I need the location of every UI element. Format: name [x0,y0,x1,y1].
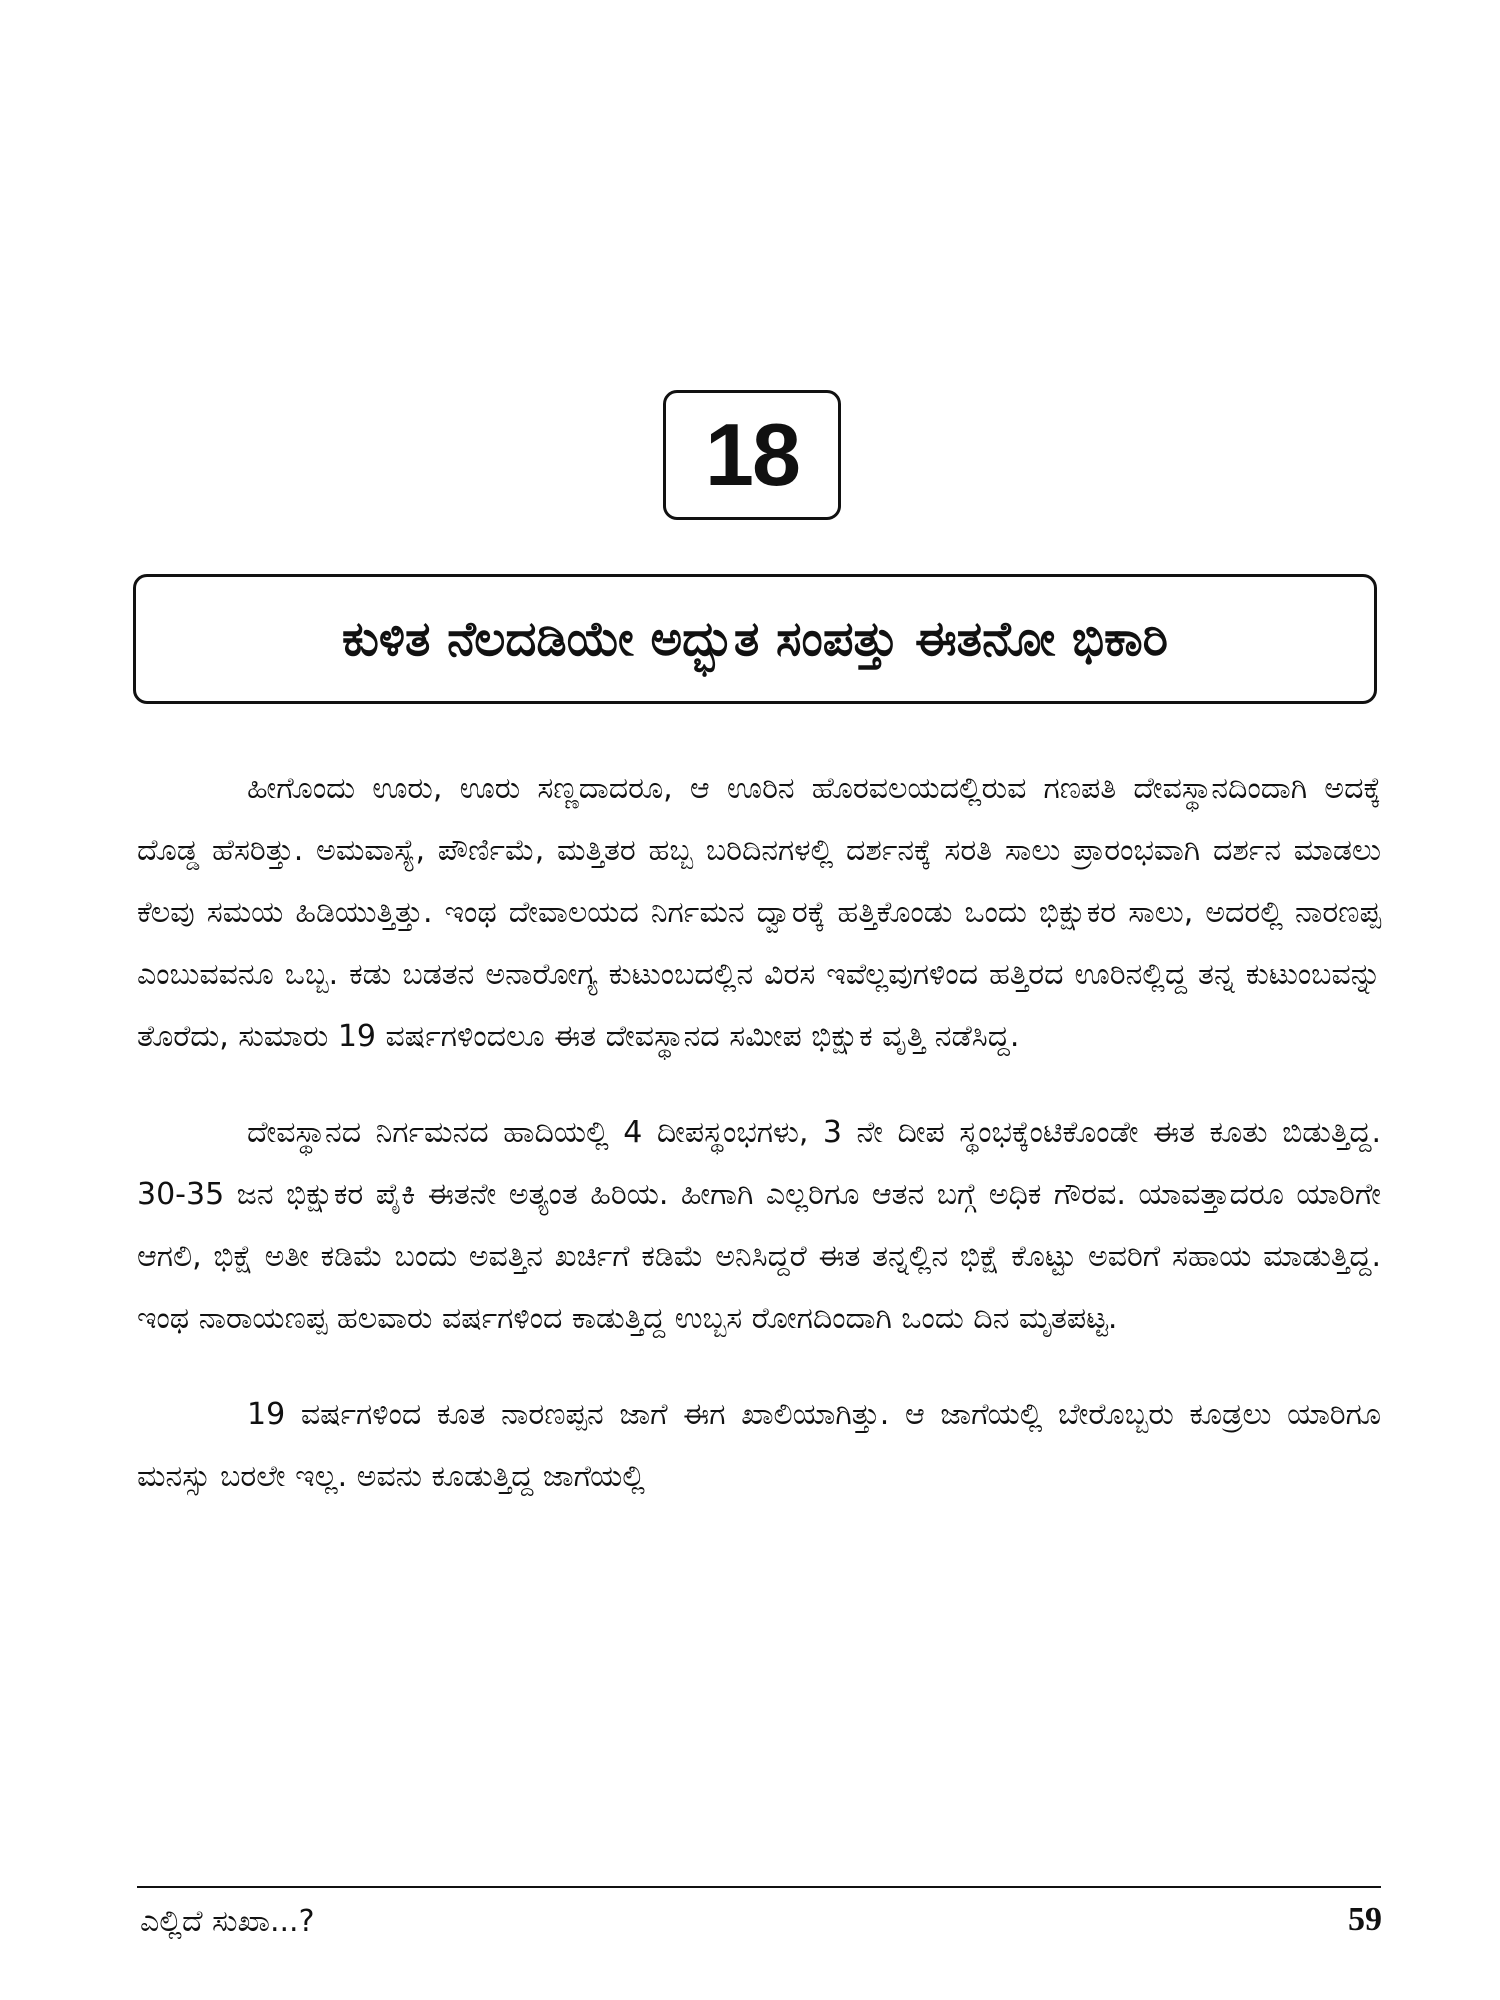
page-number: 59 [1348,1901,1382,1938]
footer-book-title: ಎಲ್ಲಿದೆ ಸುಖಾ...? [140,1904,315,1939]
paragraph-2: ದೇವಸ್ಥಾನದ ನಿರ್ಗಮನದ ಹಾದಿಯಲ್ಲಿ 4 ದೀಪಸ್ಥಂಭಗಳು, 3 ನೇ ದೀಪ ಸ್ಥಂಭಕ್ಕೆಂಟಿಕೊಂಡೇ ಈತ ಕೂತು ಬಿಡುತ್ತಿದ್ದ. 30-35 ಜನ ಭಿಕ್ಷುಕರ ಪೈಕಿ ಈತನೇ ಅತ್ಯಂತ ಹಿರಿಯ. ಹೀಗಾಗಿ ಎಲ್ಲರಿಗೂ ಆತನ ಬಗ್ಗೆ ಅಧಿಕ ಗೌರವ. ಯಾವತ್ತಾದರೂ ಯಾರಿಗೇ ಆಗಲಿ, ಭಿಕ್ಷೆ ಅತೀ ಕಡಿಮೆ ಬಂದು ಅವತ್ತಿನ ಖರ್ಚಿಗೆ ಕಡಿಮೆ ಅನಿಸಿದ್ದರೆ ಈತ ತನ್ನಲ್ಲಿನ ಭಿಕ್ಷೆ ಕೊಟ್ಟು ಅವರಿಗೆ ಸಹಾಯ ಮಾಡುತ್ತಿದ್ದ. ಇಂಥ ನಾರಾಯಣಪ್ಪ ಹಲವಾರು ವರ್ಷಗಳಿಂದ ಕಾಡುತ್ತಿದ್ದ ಉಬ್ಬಸ ರೋಗದಿಂದಾಗಿ ಒಂದು ದಿನ ಮೃತಪಟ್ಟ. [137,1115,1381,1336]
body-text [137,758,1381,1542]
footer-divider [137,1886,1381,1888]
paragraph-3: 19 ವರ್ಷಗಳಿಂದ ಕೂತ ನಾರಣಪ್ಪನ ಜಾಗೆ ಈಗ ಖಾಲಿಯಾಗಿತ್ತು. ಆ ಜಾಗೆಯಲ್ಲಿ ಬೇರೊಬ್ಬರು ಕೂಡ್ರಲು ಯಾರಿಗೂ ಮನಸ್ಸು ಬರಲೇ ಇಲ್ಲ. ಅವನು ಕೂಡುತ್ತಿದ್ದ ಜಾಗೆಯಲ್ಲಿ [137,1397,1381,1494]
paragraph-1: ಹೀಗೊಂದು ಊರು, ಊರು ಸಣ್ಣದಾದರೂ, ಆ ಊರಿನ ಹೊರವಲಯದಲ್ಲಿರುವ ಗಣಪತಿ ದೇವಸ್ಥಾನದಿಂದಾಗಿ ಅದಕ್ಕೆ ದೊಡ್ಡ ಹೆಸರಿತ್ತು. ಅಮವಾಸ್ಯೆ, ಪೌರ್ಣಿಮೆ, ಮತ್ತಿತರ ಹಬ್ಬ ಬರಿದಿನಗಳಲ್ಲಿ ದರ್ಶನಕ್ಕೆ ಸರತಿ ಸಾಲು ಪ್ರಾರಂಭವಾಗಿ ದರ್ಶನ ಮಾಡಲು ಕೆಲವು ಸಮಯ ಹಿಡಿಯುತ್ತಿತ್ತು. ಇಂಥ ದೇವಾಲಯದ ನಿರ್ಗಮನ ದ್ವಾರಕ್ಕೆ ಹತ್ತಿಕೊಂಡು ಒಂದು ಭಿಕ್ಷುಕರ ಸಾಲು, ಅದರಲ್ಲಿ ನಾರಣಪ್ಪ ಎಂಬುವವನೂ ಒಬ್ಬ. ಕಡು ಬಡತನ ಅನಾರೋಗ್ಯ ಕುಟುಂಬದಲ್ಲಿನ ವಿರಸ ಇವೆಲ್ಲವುಗಳಿಂದ ಹತ್ತಿರದ ಊರಿನಲ್ಲಿದ್ದ ತನ್ನ ಕುಟುಂಬವನ್ನು ತೊರೆದು, ಸುಮಾರು 19 ವರ್ಷಗಳಿಂದಲೂ ಈತ ದೇವಸ್ಥಾನದ ಸಮೀಪ ಭಿಕ್ಷುಕ ವೃತ್ತಿ ನಡೆಸಿದ್ದ. [137,771,1381,1054]
chapter-title: ಕುಳಿತ ನೆಲದಡಿಯೇ ಅದ್ಭುತ ಸಂಪತ್ತು ಈತನೋ ಭಿಕಾರಿ [133,574,1377,704]
chapter-number-box: 18 [663,390,841,520]
